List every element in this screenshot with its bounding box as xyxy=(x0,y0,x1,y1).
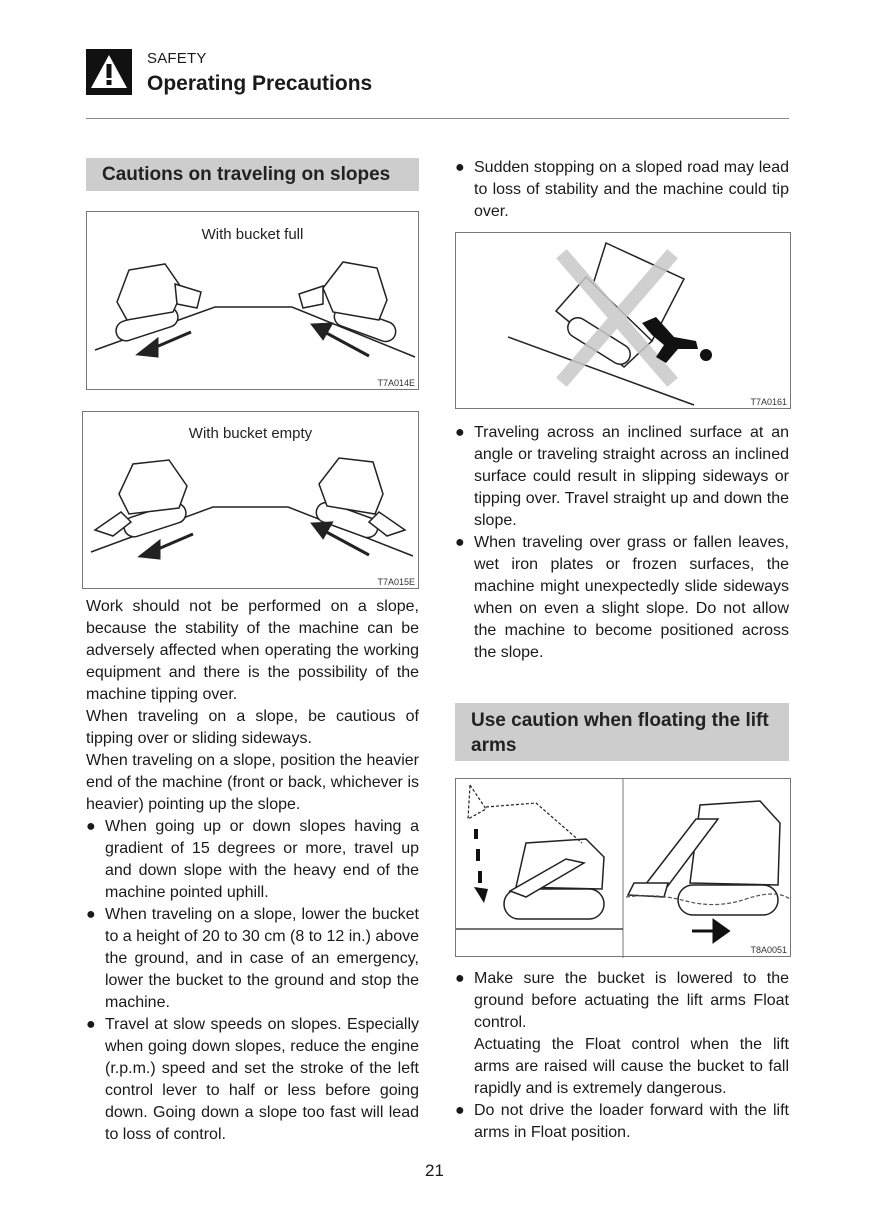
section-label: SAFETY xyxy=(147,50,207,67)
paragraph: When traveling on a slope, be cautious of tipping over or sliding sideways. xyxy=(86,708,419,747)
header-divider xyxy=(86,118,789,119)
float-loader-illustration xyxy=(456,779,792,958)
bullet-text: Make sure the bucket is lowered to the ground before actuating the lift arms Float control. xyxy=(474,970,789,1031)
bullet-extra-text: Actuating the Float control when the lift arms are raised will cause the bucket to fall rapidly and is extremely dangerous. xyxy=(474,1036,789,1097)
figure-caption: With bucket empty xyxy=(188,425,313,442)
bullet-text: When traveling over grass or fallen leaves, wet iron plates or frozen surfaces, the machine might unexpectedly slide sideways when on even a slight slope. Do not allow the machine to become positioned across the slope. xyxy=(474,534,789,661)
slope-loaders-illustration xyxy=(87,212,420,391)
figure-code: T7A015E xyxy=(377,577,415,587)
bullet-text: When going up or down slopes having a gradient of 15 degrees or more, travel up and down slope with the heavy end of the machine pointed uphill. xyxy=(105,818,419,901)
bullet-icon: ● xyxy=(86,906,96,923)
figure-float xyxy=(455,778,791,957)
page-number: 21 xyxy=(425,1161,444,1180)
page-title: Operating Precautions xyxy=(147,72,373,95)
tipping-loader-illustration xyxy=(456,233,792,410)
bullet-icon: ● xyxy=(455,159,465,176)
bullet-item xyxy=(86,1014,419,1146)
bullet-icon: ● xyxy=(86,818,96,835)
bullet-text: Sudden stopping on a sloped road may lead to loss of stability and the machine could tip over. xyxy=(474,159,789,220)
slopes-heading: Cautions on traveling on slopes xyxy=(86,158,419,191)
bullet-icon: ● xyxy=(455,534,465,551)
bullet-item xyxy=(455,968,789,1100)
figure-bucket-empty xyxy=(82,411,419,589)
bullet-item xyxy=(455,532,789,664)
figure-code: T7A014E xyxy=(377,378,415,388)
bullet-icon: ● xyxy=(455,1102,465,1119)
bullet-icon: ● xyxy=(455,970,465,987)
figure-tip-over xyxy=(455,232,791,409)
figure-bucket-full xyxy=(86,211,419,390)
bullet-item xyxy=(86,904,419,1014)
slopes-body xyxy=(86,596,419,816)
bullet-text: Travel at slow speeds on slopes. Especially when going down slopes, reduce the engine (r.p.m.) speed and set the stroke of the left control lever to half or less before going down. Going down a slope too fast will lead to loss of control. xyxy=(105,1016,419,1143)
bullet-item xyxy=(455,157,789,223)
bullet-item xyxy=(455,1100,789,1144)
paragraph: When traveling on a slope, position the heavier end of the machine (front or back, whichever is heavier) pointing up the slope. xyxy=(86,752,419,813)
bullet-text: Do not drive the loader forward with the lift arms in Float position. xyxy=(474,1102,789,1141)
figure-code: T7A0161 xyxy=(750,397,787,407)
slope-loaders-illustration xyxy=(83,412,420,590)
bullet-item xyxy=(455,422,789,532)
warning-icon xyxy=(86,49,132,95)
figure-code: T8A0051 xyxy=(750,945,787,955)
bullet-text: When traveling on a slope, lower the bucket to a height of 20 to 30 cm (8 to 12 in.) above the ground, and in case of an emergency, lower the bucket to the ground and stop the machine. xyxy=(105,906,419,1011)
bullet-icon: ● xyxy=(86,1016,96,1033)
bullet-item xyxy=(86,816,419,904)
bullet-icon: ● xyxy=(455,424,465,441)
float-heading: Use caution when floating the lift arms xyxy=(455,703,789,761)
bullet-text: Traveling across an inclined surface at an angle or traveling straight across an inclined surface could result in slipping sideways or tipping over. Travel straight up and down the slope. xyxy=(474,424,789,529)
paragraph: Work should not be performed on a slope, because the stability of the machine can be adversely affected when operating the working equipment and there is the possibility of the machine tipping over. xyxy=(86,598,419,703)
figure-caption: With bucket full xyxy=(201,226,304,243)
